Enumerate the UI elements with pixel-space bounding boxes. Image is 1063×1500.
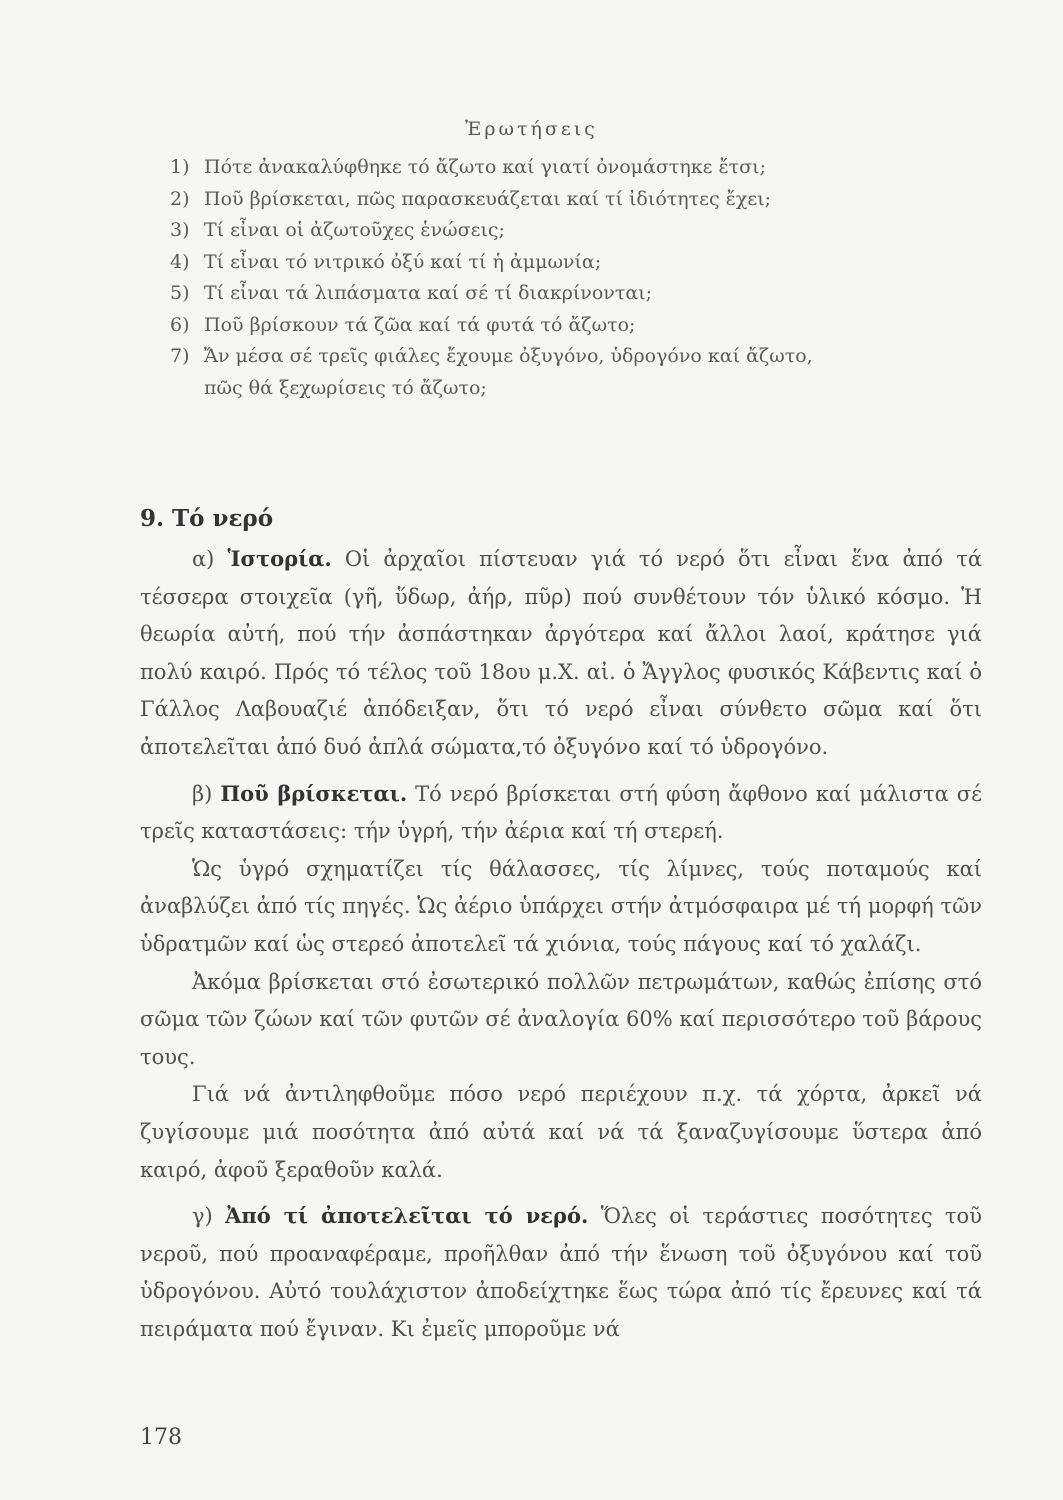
question-number: 1) xyxy=(170,156,190,178)
paragraph-location xyxy=(140,775,982,851)
subsection-heading: Ποῦ βρίσκεται. xyxy=(220,780,408,806)
question-item xyxy=(170,247,990,279)
question-item xyxy=(170,215,990,247)
question-text: Ἄν μέσα σέ τρεῖς φιάλες ἔχουμε ὀξυγόνο, ὑδρογόνο καί ἄζωτο, xyxy=(204,345,813,367)
page-number: 178 xyxy=(140,1425,182,1450)
question-text: Πότε ἀνακαλύφθηκε τό ἄζωτο καί γιατί ὀνομάστηκε ἔτσι; xyxy=(204,156,766,178)
paragraph-states: Ὡς ὑγρό σχηματίζει τίς θάλασσες, τίς λίμνες, τούς ποταμούς καί ἀναβλύζει ἀπό τίς πηγές. Ὡς ἀέριο ὑπάρχει στήν ἀτμόσφαιρα μέ τή μορφή τῶν ὑδρατμῶν καί ὡς στερεό ἀποτελεῖ τά χιόνια, τούς πάγους καί τό χαλάζι. xyxy=(140,856,982,956)
question-number: 2) xyxy=(170,187,190,210)
section-title: 9. Τό νερό xyxy=(140,505,274,532)
question-item xyxy=(170,184,990,216)
question-text: Τί εἶναι οἱ ἀζωτοῦχες ἑνώσεις; xyxy=(204,219,505,241)
question-number: 7) xyxy=(170,345,190,367)
questions-list xyxy=(170,152,990,404)
paragraph-composition xyxy=(140,1197,982,1348)
section-body xyxy=(140,540,982,1348)
question-item xyxy=(170,341,990,373)
paragraph-text: Τό νερό βρίσκεται στή φύση ἄφθονο καί μάλιστα σέ τρεῖς καταστάσεις: τήν ὑγρή, τήν ἀέρια καί τή στερεή. xyxy=(140,781,982,844)
question-text: Τί εἶναι τό νιτρικό ὀξύ καί τί ἡ ἀμμωνία; xyxy=(204,250,602,273)
paragraph-text: Οἱ ἀρχαῖοι πίστευαν γιά τό νερό ὅτι εἶναι ἕνα ἀπό τά τέσσερα στοιχεῖα (γῆ, ὕδωρ, ἀήρ, πῦρ) πού συνθέτουν τόν ὑλικό κόσμο. Ἡ θεωρία αὐτή, πού τήν ἀσπάστηκαν ἀργότερα καί ἄλλοι λαοί, κράτησε γιά πολύ καιρό. Πρός τό τέλος τοῦ 18ου μ.Χ. αἰ. ὁ Ἄγγλος φυσικός Κάβεντις καί ὁ Γάλλος Λαβουαζιέ ἀπόδειξαν, ὅτι τό νερό εἶναι σύνθετο σῶμα καί ὅτι ἀποτελεῖται ἀπό δυό ἁπλά σώματα,τό ὀξυγόνο καί τό ὑδρογόνο. xyxy=(140,547,982,759)
question-item xyxy=(170,278,990,310)
paragraph-history xyxy=(140,540,982,767)
subsection-marker: α) xyxy=(192,547,215,571)
questions-heading: Ἐρωτήσεις xyxy=(465,118,598,140)
question-text: Ποῦ βρίσκουν τά ζῶα καί τά φυτά τό ἄζωτο; xyxy=(204,313,636,336)
question-item xyxy=(170,152,990,184)
question-number: 4) xyxy=(170,250,190,273)
question-text: Τί εἶναι τά λιπάσματα καί σέ τί διακρίνονται; xyxy=(204,282,653,304)
paragraph-text: Ὅλες οἱ τεράστιες ποσότητες τοῦ νεροῦ, πού προαναφέραμε, προῆλθαν ἀπό τήν ἕνωση τοῦ ὀξυγόνου καί τοῦ ὑδρογόνου. Αὐτό τουλάχιστον ἀποδείχτηκε ἕως τώρα ἀπό τίς ἔρευνες καί τά πειράματα πού ἔγιναν. Κι ἐμεῖς μποροῦμε νά xyxy=(140,1204,982,1341)
paragraph-rocks: Ἀκόμα βρίσκεται στό ἐσωτερικό πολλῶν πετρωμάτων, καθώς ἐπίσης στό σῶμα τῶν ζώων καί τῶν φυτῶν σέ ἀναλογία 60% καί περισσότερο τοῦ βάρους τους. xyxy=(140,969,982,1069)
subsection-heading: Ἱστορία. xyxy=(227,546,332,571)
paragraph-grass: Γιά νά ἀντιληφθοῦμε πόσο νερό περιέχουν π.χ. τά χόρτα, ἀρκεῖ νά ζυγίσουμε μιά ποσότητα ἀπό αὐτά καί νά τά ξαναζυγίσουμε ὕστερα ἀπό καιρό, ἀφοῦ ξεραθοῦν καλά. xyxy=(140,1082,982,1182)
subsection-heading: Ἀπό τί ἀποτελεῖται τό νερό. xyxy=(225,1203,589,1229)
question-text: Ποῦ βρίσκεται, πῶς παρασκευάζεται καί τί ἰδιότητες ἔχει; xyxy=(204,187,772,210)
question-continuation: πῶς θά ξεχωρίσεις τό ἄζωτο; xyxy=(204,376,487,399)
subsection-marker: β) xyxy=(192,781,213,806)
question-number: 5) xyxy=(170,282,190,304)
question-number: 3) xyxy=(170,219,190,241)
question-item xyxy=(170,310,990,342)
question-number: 6) xyxy=(170,313,190,336)
subsection-marker: γ) xyxy=(192,1204,213,1229)
